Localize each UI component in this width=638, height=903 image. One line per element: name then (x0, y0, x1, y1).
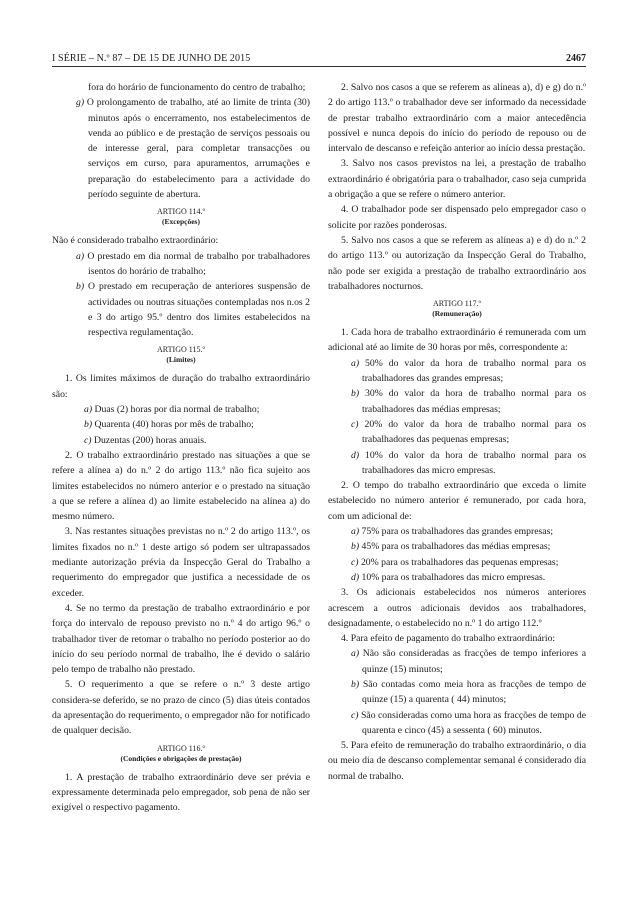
article-115-subtitle: (Limites) (166, 355, 196, 365)
item-label: a) (351, 357, 360, 369)
item-text: 30% do valor da hora de trabalho normal para os trabalhadores das médias empresas; (362, 388, 586, 415)
item-text: O prestado em recuperação de anteriores suspensão de actividades ou noutras situações contempladas nos n.os 2 e 3 do artigo 95.º dentro dos limites estabelecidos na respectiva regulamentação. (88, 281, 310, 339)
item-label: b) (76, 281, 85, 293)
article-114-title: ARTIGO 114.º (157, 207, 205, 217)
item-text: 10% do valor da hora de trabalho normal para os trabalhadores das micro empresas. (362, 449, 586, 476)
article-117-title: ARTIGO 117.º (433, 299, 481, 309)
article-117-p4-item-a (328, 646, 586, 677)
left-column (52, 80, 310, 815)
article-116-subtitle: (Condições e obrigações de prestação) (120, 753, 242, 763)
item-label: a) (84, 404, 93, 416)
article-117-p1-item-d (328, 448, 586, 479)
item-text: 45% para os trabalhadores das médias empresas; (361, 541, 551, 553)
right-column (328, 80, 586, 784)
item-label: b) (351, 388, 360, 400)
item-label: g) (76, 97, 85, 109)
article-114-subtitle: (Excepções) (162, 217, 200, 227)
article-117-paragraph-1: 1. Cada hora de trabalho extraordinário é remunerada com um adicional até ao limite de 30 horas por mês, correspondente a: (328, 327, 586, 354)
page-header (52, 52, 586, 67)
article-117-p1-item-a (328, 356, 586, 387)
article-117-p2-item-a (328, 524, 586, 539)
item-label: d) (351, 449, 360, 461)
article-115-item-a (52, 402, 310, 417)
article-117-paragraph-2: 2. O tempo do trabalho extraordinário que exceda o limite estabelecido no número anterior é remunerado, por cada hora, com um adicional de: (328, 480, 586, 522)
item-label: c) (351, 709, 359, 721)
article-115-item-b (52, 417, 310, 432)
article-116-paragraph-2: 2. Salvo nos casos a que se referem as alíneas a), d) e g) do n.º 2 do artigo 113.º o trabalhador deve ser informado da necessidade de prestar trabalho extraordinário com a maior antecedência possível e nunca depois do início do período de repouso ou de intervalo de descanso e refeição anterior ao início dessa prestação. (328, 82, 586, 155)
item-text: 20% do valor da hora de trabalho normal para os trabalhadores das pequenas empresas; (362, 418, 586, 446)
article-116-title: ARTIGO 116.º (157, 743, 205, 753)
article-114-intro: Não é considerado trabalho extraordinário: (52, 235, 219, 247)
item-label: a) (351, 648, 360, 660)
article-115-paragraph-1: 1. Os limites máximos de duração do trabalho extraordinário são: (52, 373, 310, 400)
article-117-p1-item-c (328, 417, 586, 448)
item-text: 10% para os trabalhadores das micro empresas. (361, 571, 546, 583)
item-text: 75% para os trabalhadores das grandes empresas; (361, 526, 554, 538)
list-item-f-continuation: fora do horário de funcionamento do centro de trabalho; (88, 82, 306, 93)
item-label: b) (351, 678, 360, 690)
article-115-title: ARTIGO 115.º (157, 345, 205, 355)
item-text: São consideradas como uma hora as fracções de tempo de quarenta e cinco (45) a sessenta ( 60) minutos. (361, 709, 586, 736)
page-number: 2467 (566, 53, 586, 64)
item-label: a) (351, 526, 360, 538)
item-label: b) (84, 419, 93, 431)
item-text: O prolongamento de trabalho, até ao limite de trinta (30) minutos após o encerramento, nos estabelecimentos de venda ao público e de prestação de serviços pessoais ou de interesse geral, para completar transacções ou serviços em curso, para apuramentos, arrumações e preparação do estabelecimento para a actividade do período seguinte de abertura. (86, 97, 311, 201)
article-114-item-b (52, 279, 310, 340)
list-item-g (52, 95, 310, 202)
item-text: 20% para os trabalhadores das pequenas empresas; (360, 556, 559, 568)
item-text: O prestado em dia normal de trabalho por trabalhadores isentos do horário de trabalho; (87, 250, 311, 277)
item-text: São contadas como meia hora as fracções de tempo de quinze (15) a quarenta ( 44) minutos; (362, 678, 586, 706)
item-text: Duzentas (200) horas anuais. (93, 434, 207, 446)
article-117-p2-item-d (328, 570, 586, 585)
article-116-paragraph-1: 1. A prestação de trabalho extraordinário deve ser prévia e expressamente determinada pelo empregador, sob pena de não ser exigível o respectivo pagamento. (52, 771, 310, 814)
article-117-p4-item-c (328, 708, 586, 739)
item-text: Quarenta (40) horas por mês de trabalho; (94, 419, 254, 431)
article-116-paragraph-4: 4. O trabalhador pode ser dispensado pelo empregador caso o solicite por razões ponderosas. (328, 204, 586, 231)
item-label: c) (84, 434, 92, 446)
article-115-item-c (52, 433, 310, 448)
article-117-p2-item-b (328, 539, 586, 554)
item-label: c) (351, 556, 359, 568)
article-115-paragraph-3: 3. Nas restantes situações previstas no n.º 2 do artigo 113.º, os limites fixados no n.º 1 deste artigo só podem ser ultrapassados mediante autorização prévia da Inspecção Geral do Trabalho a requerimento do empregador que justifica a necessidade de os exceder. (52, 526, 310, 599)
article-116-paragraph-5: 5. Salvo nos casos a que se referem as alíneas a) e d) do n.º 2 do artigo 113.º ou autorização da Inspecção Geral do Trabalho, não pode ser exigida a prestação de trabalho extraordinário aos trabalhadores nocturnos. (328, 234, 586, 292)
article-115-paragraph-2: 2. O trabalho extraordinário prestado nas situações a que se refere a alínea a) do n.º 2 do artigo 113.º não fica sujeito aos limites estabelecidos no número anterior e o prestado na situação a que se refere a alínea d) ao limite estabelecido na alínea a) do mesmo número. (52, 449, 310, 523)
article-117-p1-item-b (328, 386, 586, 417)
article-117-p2-item-c (328, 555, 586, 570)
item-label: d) (351, 571, 360, 583)
article-114-item-a (52, 249, 310, 280)
article-115-paragraph-5: 5. O requerimento a que se refere o n.º 3 deste artigo considera-se deferido, se no prazo de cinco (5) dias úteis contados da apresentação do requerimento, o empregador não for notificado de qualquer decisão. (52, 679, 310, 737)
article-117-subtitle: (Remuneração) (432, 309, 482, 319)
item-text: 50% do valor da hora de trabalho normal para os trabalhadores das grandes empresas; (362, 357, 586, 385)
article-116-paragraph-3: 3. Salvo nos casos previstos na lei, a prestação de trabalho extraordinário é obrigatória para o trabalhador, caso seja cumprida a obrigação a que se refere o número anterior. (328, 158, 586, 201)
item-label: c) (351, 418, 359, 430)
article-117-paragraph-4: 4. Para efeito de pagamento do trabalho extraordinário: (341, 633, 556, 645)
article-117-paragraph-3: 3. Os adicionais estabelecidos nos números anteriores acrescem a outros adicionais devidos aos trabalhadores, designadamente, o estabelecido no n.º 1 do artigo 112.º (328, 587, 586, 629)
journal-series-date: I SÉRIE – N.º 87 – DE 15 DE JUNHO DE 2015 (52, 53, 251, 64)
item-label: b) (351, 541, 360, 553)
item-label: a) (76, 250, 85, 262)
article-117-p4-item-b (328, 677, 586, 708)
item-text: Não são consideradas as fracções de tempo inferiores a quinze (15) minutos; (362, 648, 586, 675)
article-117-paragraph-5: 5. Para efeito de remuneração do trabalho extraordinário, o dia ou meio dia de descanso complementar semanal é considerado dia normal de trabalho. (328, 740, 586, 782)
item-text: Duas (2) horas por dia normal de trabalho; (94, 404, 260, 416)
article-115-paragraph-4: 4. Se no termo da prestação de trabalho extraordinário e por força do intervalo de repouso previsto no n.º 4 do artigo 96.º o trabalhador tiver de retomar o trabalho no período posterior ao do início do seu período normal de trabalho, lhe é devido o salário pelo tempo de trabalho não prestado. (52, 602, 310, 676)
